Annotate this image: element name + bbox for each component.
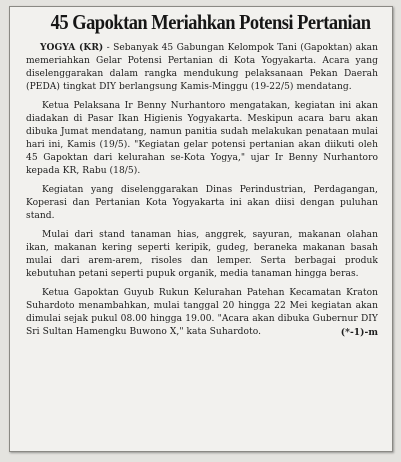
article-paragraph-4: Mulai dari stand tanaman hias, anggrek, sayuran, makanan olahan ikan, makanan kering seperti keripik, gudeg, beraneka makanan basah mulai dari arem-arem, risoles dan lemper. Serta berbagai produk kebutuhan petani seperti pupuk organik, media tanaman hingga beras.: [26, 230, 378, 279]
article-author-credit: (*-1)-m: [340, 327, 378, 338]
article-paragraph-2: Ketua Pelaksana Ir Benny Nurhantoro mengatakan, kegiatan ini akan diadakan di Pasar Ikan Higienis Yogyakarta. Meskipun acara baru akan dibuka Jumat mendatang, namun panitia sudah melakukan penataan mulai hari ini, Kamis (19/5). "Kegiatan gelar potensi pertanian akan diikuti oleh 45 Gapoktan dari kelurahan se-Kota Yogya," ujar Ir Benny Nurhantoro kepada KR, Rabu (18/5).: [26, 101, 378, 176]
newspaper-clipping: [9, 6, 393, 452]
article-paragraph-5: [26, 287, 378, 339]
article-paragraph-3: Kegiatan yang diselenggarakan Dinas Perindustrian, Perdagangan, Koperasi dan Pertanian Kota Yogyakarta ini akan diisi dengan puluhan stand.: [26, 185, 378, 221]
article-paragraph-5-text: Ketua Gapoktan Guyub Rukun Kelurahan Patehan Kecamatan Kraton Suhardoto menambahkan, mulai tanggal 20 hingga 22 Mei kegiatan akan dimulai sejak pukul 08.00 hingga 19.00. "Acara akan dibuka Gubernur DIY Sri Sultan Hamengku Buwono X," kata Suhardoto.: [26, 288, 378, 337]
article-dateline: YOGYA (KR): [40, 42, 104, 53]
article-body: [26, 41, 378, 339]
article-paragraph-1: [26, 41, 378, 94]
article-headline: 45 Gapoktan Meriahkan Potensi Pertanian: [50, 10, 371, 34]
article-paragraph-1-text: - Sebanyak 45 Gabungan Kelompok Tani (Gapoktan) akan memeriahkan Gelar Potensi Pertanian di Kota Yogyakarta. Acara yang diselenggarakan dalam rangka mendukung pelaksanaan Pekan Daerah (PEDA) tingkat DIY berlangsung Kamis-Minggu (19-22/5) mendatang.: [26, 43, 378, 92]
